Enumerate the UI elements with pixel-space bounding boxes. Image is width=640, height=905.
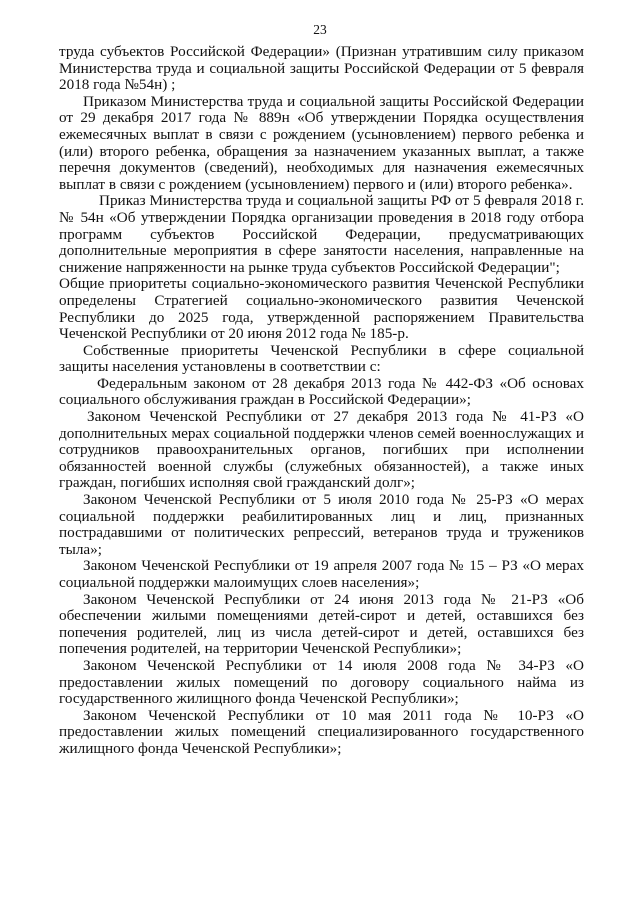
paragraph: Собственные приоритеты Чеченской Республики в сфере социальной защиты населения установлены в соответствии с: xyxy=(59,341,584,376)
paragraph: Законом Чеченской Республики от 14 июля 2008 года № 34-РЗ «О предоставлении жилых помещений по договору социального найма из государственного жилищного фонда Чеченской Республики»; xyxy=(59,656,584,708)
paragraph: Общие приоритеты социально-экономического развития Чеченской Республики определены Стратегией социально-экономического развития Чеченской Республики до 2025 года, утвержденной распоряжением Правительства Чеченской Республики от 20 июня 2012 года № 185-р. xyxy=(59,275,584,343)
document-body xyxy=(59,44,584,758)
paragraph: Законом Чеченской Республики от 5 июля 2010 года № 25-РЗ «О мерах социальной поддержки реабилитированных лиц и лиц, признанных пострадавшими от политических репрессий, ветеранов труда и тружеников тыла»; xyxy=(59,491,584,558)
paragraph: Законом Чеченской Республики от 27 декабря 2013 года № 41-РЗ «О дополнительных мерах социальной поддержки членов семей военнослужащих и сотрудников правоохранительных органов, погибших при исполнении обязанностей военной службы (служебных обязанностей), а также иных граждан, погибших исполняя свой гражданский долг»; xyxy=(59,408,584,492)
paragraph: Федеральным законом от 28 декабря 2013 года № 442-ФЗ «Об основах социального обслуживания граждан в Российской Федерации»; xyxy=(59,374,584,409)
paragraph: Законом Чеченской Республики от 24 июня 2013 года № 21-РЗ «Об обеспечении жилыми помещениями детей-сирот и детей, оставшихся без попечения родителей, лиц из числа детей-сирот и детей, оставшихся без попечения родителей, на территории Чеченской Республики»; xyxy=(59,590,584,658)
page-number: 23 xyxy=(313,22,327,37)
paragraph: Приказом Министерства труда и социальной защиты Российской Федерации от 29 декабря 2017 года № 889н «Об утверждении Порядка осуществления ежемесячных выплат в связи с рождением (усыновлением) первого ребенка и (или) второго ребенка, обращения за назначением указанных выплат, а также перечня документов (сведений), необходимых для назначения ежемесячных выплат в связи с рождением (усыновлением) первого и (или) второго ребенка». xyxy=(59,92,584,193)
paragraph: Законом Чеченской Республики от 10 мая 2011 года № 10-РЗ «О предоставлении жилых помещений специализированного государственного жилищного фонда Чеченской Республики»; xyxy=(59,706,584,757)
paragraph: Приказ Министерства труда и социальной защиты РФ от 5 февраля 2018 г. № 54н «Об утверждении Порядка организации проведения в 2018 году отбора программ субъектов Российской Федерации, предусматривающих дополнительные мероприятия в сфере занятости населения, направленные на снижение напряженности на рынке труда субъектов Российской Федерации"; xyxy=(59,192,584,276)
paragraph: труда субъектов Российской Федерации» (Признан утратившим силу приказом Министерства труда и социальной защиты Российской Федерации от 5 февраля 2018 года №54н) ; xyxy=(59,43,584,94)
paragraph: Законом Чеченской Республики от 19 апреля 2007 года № 15 – РЗ «О мерах социальной поддержки малоимущих слоев населения»; xyxy=(59,557,584,591)
